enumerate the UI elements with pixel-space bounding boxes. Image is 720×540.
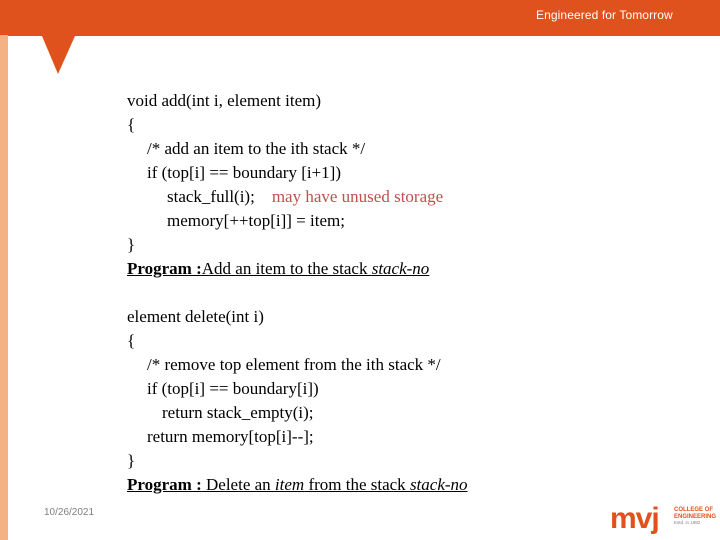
logo-text [674, 507, 716, 527]
code-line: /* remove top element from the ith stack */ [147, 355, 441, 374]
code-line: return stack_empty(i); [162, 403, 314, 422]
left-accent-bar [0, 35, 8, 540]
caption-italic: item [274, 475, 305, 494]
logo-line-1: COLLEGE OF [674, 507, 713, 513]
code-line: { [127, 115, 136, 134]
code-line: element delete(int i) [127, 307, 264, 326]
code-block [127, 89, 468, 497]
caption-label: Program : [127, 475, 202, 494]
code-line: void add(int i, element item) [127, 91, 322, 110]
college-logo [610, 503, 720, 540]
code-line: if (top[i] == boundary[i]) [147, 379, 319, 398]
program-caption-delete [127, 473, 468, 497]
code-line: return memory[top[i]--]; [147, 427, 314, 446]
code-note: may have unused storage [271, 187, 444, 206]
logo-line-2: ENGINEERING [674, 513, 717, 520]
code-line: } [127, 235, 136, 254]
program-caption-add [127, 257, 468, 281]
caption-italic: stack-no [371, 259, 430, 278]
code-text: stack_full(i); [167, 187, 255, 206]
code-line: { [127, 331, 136, 350]
code-line: memory[++top[i]] = item; [167, 211, 345, 230]
logo-mark: mvj [610, 502, 659, 535]
code-line: if (top[i] == boundary [i+1]) [147, 163, 341, 182]
header-tagline: Engineered for Tomorrow [536, 8, 673, 22]
logo-line-3: Estd. in 1982 [674, 520, 701, 525]
caption-text: from the stack [304, 475, 410, 494]
slide-date: 10/26/2021 [44, 507, 95, 518]
code-line: } [127, 451, 136, 470]
caption-text: Add an item to the stack [201, 259, 372, 278]
code-line [127, 185, 468, 209]
caption-italic: stack-no [409, 475, 468, 494]
caption-label: Program : [127, 259, 202, 278]
code-line: /* add an item to the ith stack */ [147, 139, 366, 158]
caption-text: Delete an [206, 475, 275, 494]
